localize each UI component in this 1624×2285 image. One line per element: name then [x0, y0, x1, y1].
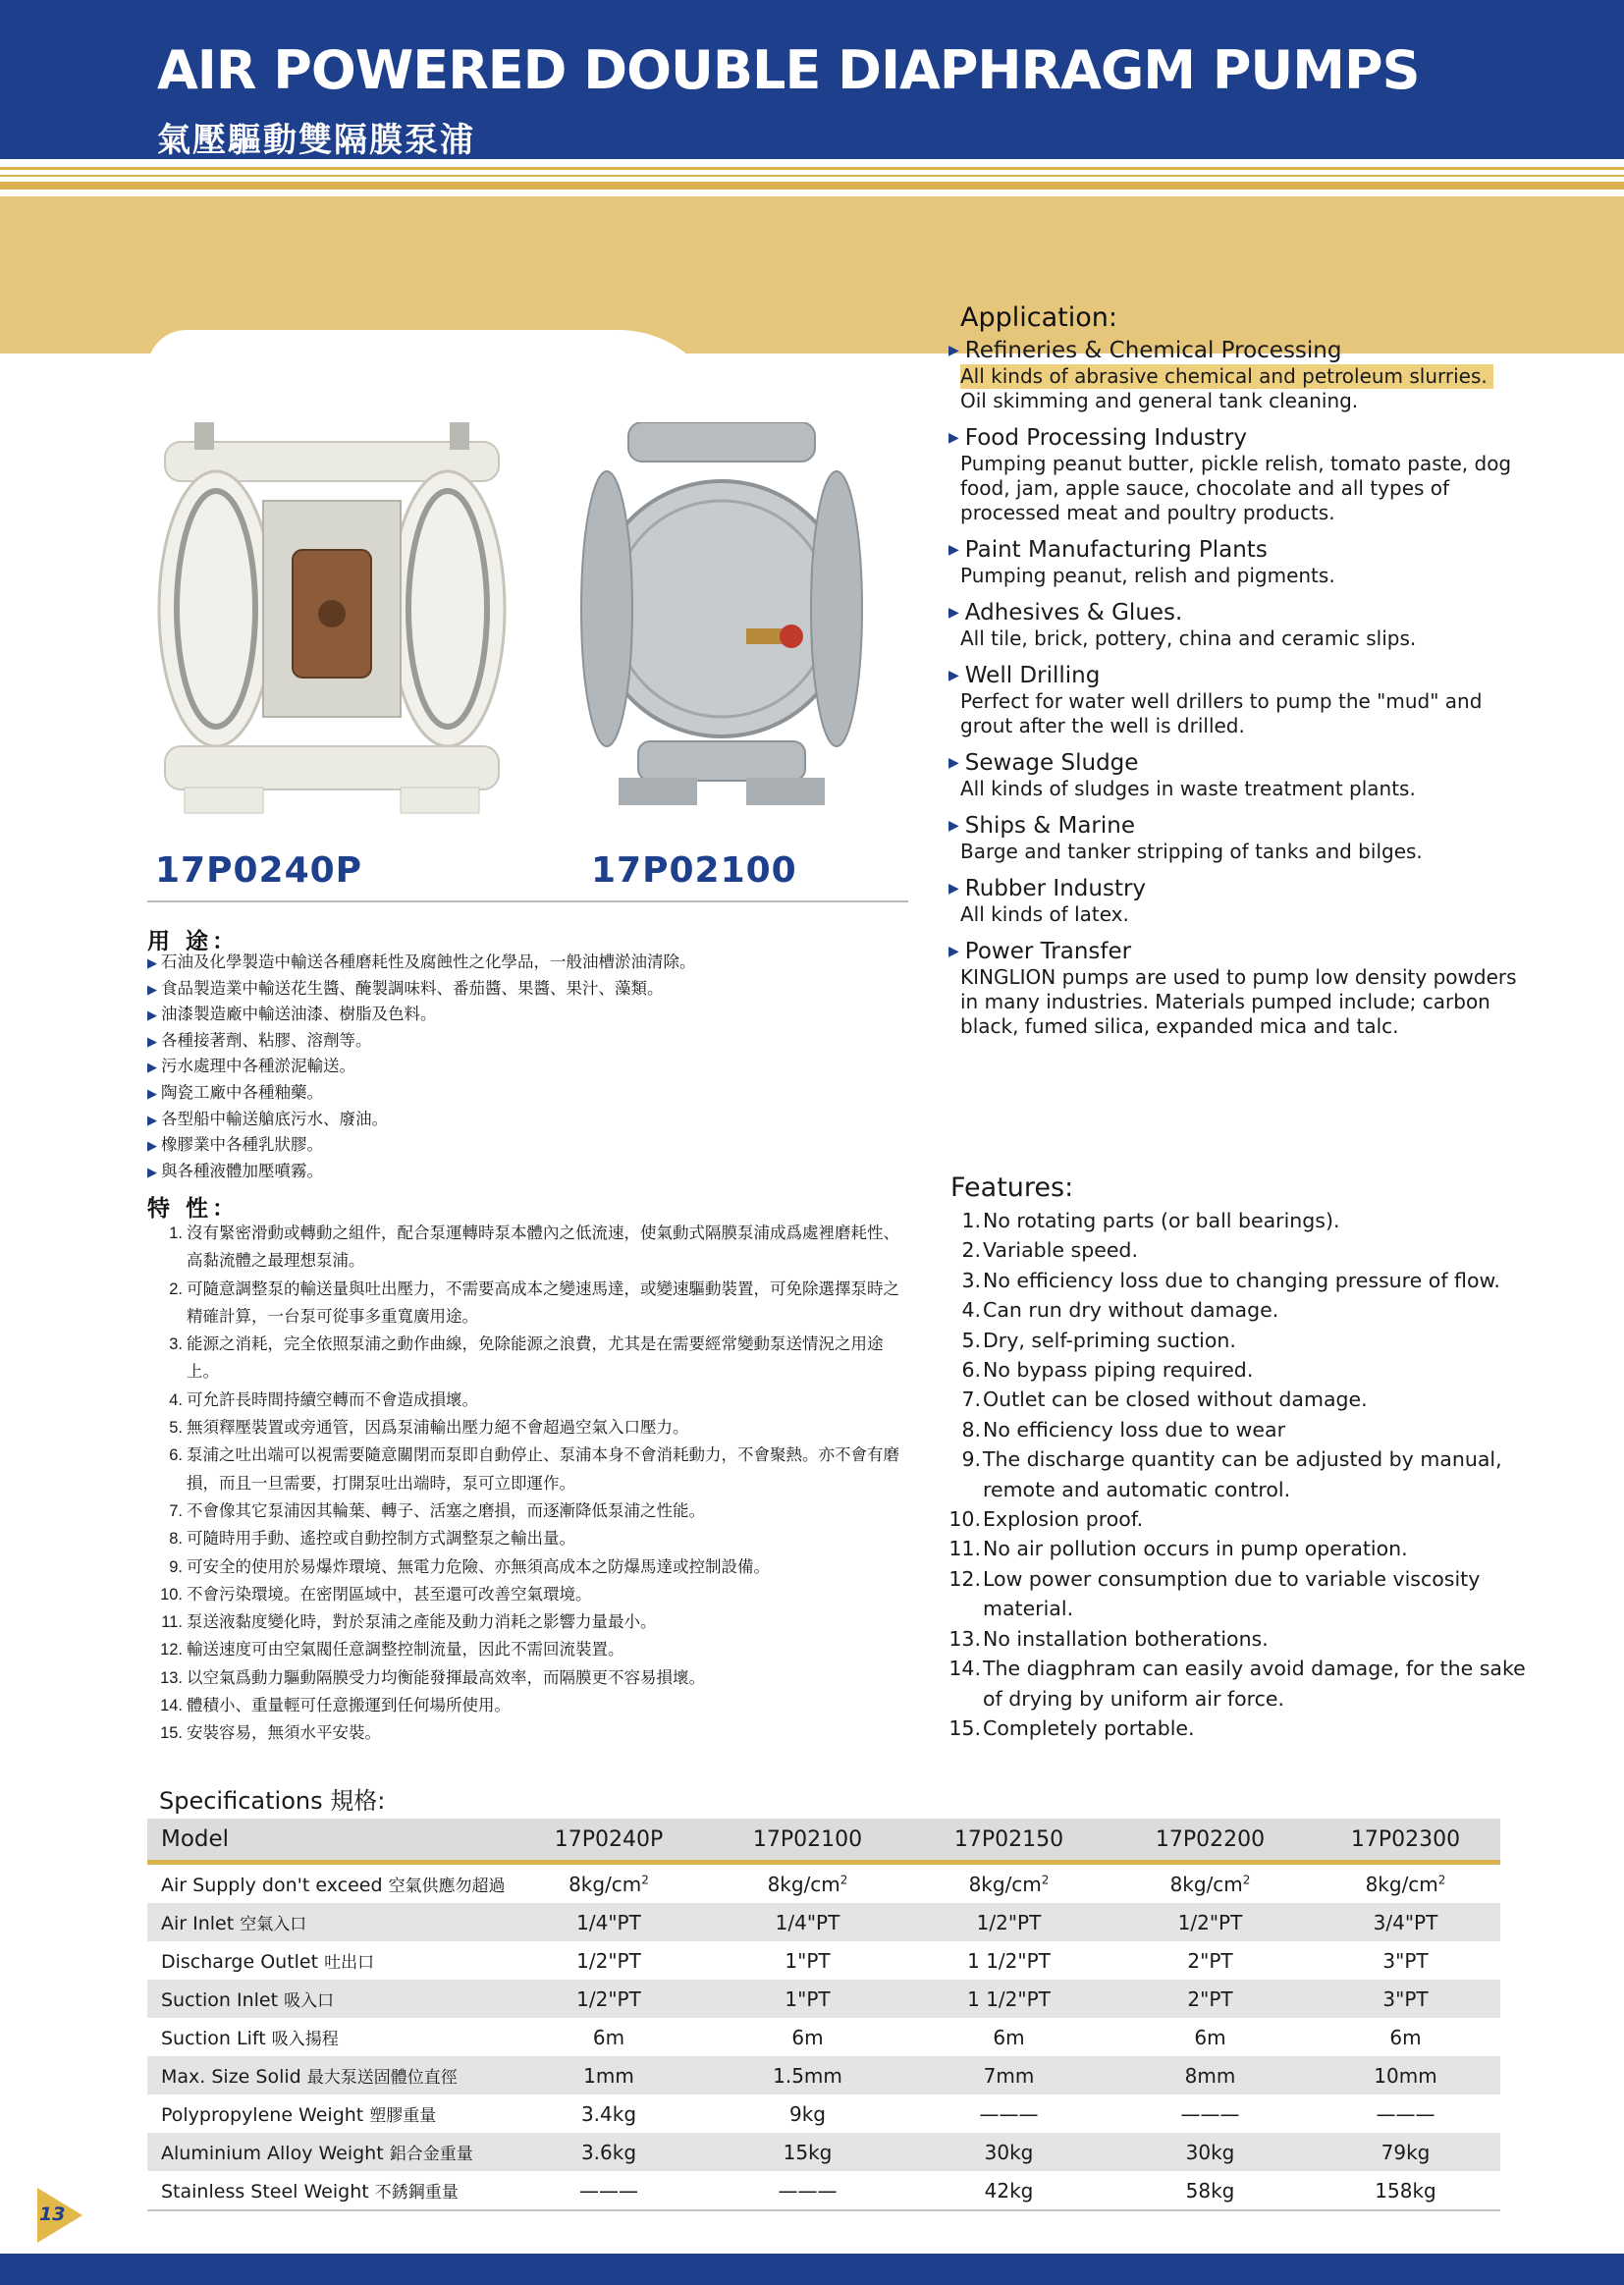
list-item: 14. 體積小、重量輕可任意搬運到任何場所使用。: [160, 1696, 511, 1715]
row-label: Air Supply don't exceed 空氣供應勿超過: [161, 1875, 506, 1896]
bullet-triangle-icon: ▶: [948, 430, 959, 446]
row-label: Max. Size Solid 最大泵送固體位直徑: [147, 2056, 511, 2095]
table-cell: 6m: [592, 2025, 625, 2049]
table-cell: 1.5mm: [707, 2056, 908, 2095]
bullet-triangle-icon: ▶: [948, 542, 959, 558]
list-item: ▶ 污水處理中各種淤泥輸送。: [147, 1057, 355, 1076]
list-item: 3. No efficiency loss due to changing pressure of flow.: [961, 1268, 1500, 1292]
application-item: ▶ Food Processing Industry Pumping peanut butter, pickle relish, tomato paste, dog food, jam, apple sauce, chocolate and all types of processed meat and poultry products.: [948, 425, 1512, 524]
table-cell: 79kg: [1311, 2133, 1500, 2171]
table-cell: 1mm: [511, 2056, 707, 2095]
list-item: 5. Dry, self-priming suction.: [961, 1328, 1236, 1352]
stripe-divider: [0, 182, 1624, 190]
bullet-triangle-icon: ▶: [147, 1061, 157, 1076]
table-cell: 1/2"PT: [511, 1980, 707, 2018]
table-row: [147, 2133, 1500, 2171]
bullet-triangle-icon: ▶: [948, 818, 959, 834]
table-cell: $8kg/cm^2$: [968, 1872, 1050, 1896]
model-label-pump2: 17P02100: [591, 850, 797, 891]
table-cell: 42kg: [908, 2171, 1110, 2210]
row-label: Aluminium Alloy Weight 鋁合金重量: [147, 2133, 511, 2171]
table-cell: 6m: [1389, 2025, 1422, 2049]
list-item: ▶ 與各種液體加壓噴霧。: [147, 1161, 323, 1180]
table-cell: 30kg: [908, 2133, 1110, 2171]
list-item: ▶ 各型船中輸送艙底污水、廢油。: [147, 1109, 388, 1128]
table-cell: 1/2"PT: [908, 1903, 1110, 1941]
features-heading: Features:: [950, 1172, 1074, 1203]
table-cell: 9kg: [788, 2101, 826, 2126]
table-cell: 6m: [1194, 2025, 1226, 2049]
table-cell: 3"PT: [1382, 1948, 1429, 1973]
table-cell: 30kg: [1110, 2133, 1311, 2171]
stripe-divider: [0, 175, 1624, 177]
application-item: ▶ Rubber Industry All kinds of latex.: [948, 876, 1147, 926]
divider: [147, 900, 908, 902]
application-item: ▶ Sewage Sludge All kinds of sludges in waste treatment plants.: [948, 750, 1416, 800]
row-label: Air Inlet 空氣入口: [147, 1903, 511, 1941]
table-cell: 1/4"PT: [707, 1903, 908, 1941]
list-item: ▶ 各種接著劑、粘膠、溶劑等。: [147, 1030, 372, 1050]
row-label: Stainless Steel Weight 不銹鋼重量: [147, 2171, 511, 2210]
page-number: 13: [39, 2203, 66, 2225]
column-header: 17P02150: [908, 1819, 1110, 1863]
table-cell: 1/2"PT: [1110, 1903, 1311, 1941]
column-header: 17P02100: [707, 1819, 908, 1863]
application-item: ▶ Well Drilling Perfect for water well drillers to pump the "mud" and grout after the well is drilled.: [948, 663, 1483, 737]
list-item: 15. 安裝容易，無須水平安裝。: [160, 1723, 381, 1743]
application-item: ▶ Paint Manufacturing Plants Pumping peanut, relish and pigments.: [948, 537, 1335, 587]
specifications-table: [147, 1819, 1500, 2211]
list-item: 9. The discharge quantity can be adjusted by manual, remote and automatic control.: [961, 1447, 1502, 1501]
specifications-heading: Specifications 規格:: [159, 1787, 386, 1815]
list-item: 1. 沒有緊密滑動或轉動之組件，配合泵運轉時泵本體內之低流速，使氣動式隔膜泵浦成爲處裡磨耗性、高黏流體之最理想泵浦。: [169, 1224, 899, 1271]
not-available-dash: ———: [579, 2178, 638, 2203]
table-cell: [1110, 2095, 1311, 2133]
list-item: 5. 無須釋壓裝置或旁通管，因爲泵浦輸出壓力絕不會超過空氣入口壓力。: [169, 1418, 689, 1438]
list-item: ▶ 石油及化學製造中輸送各種磨耗性及腐蝕性之化學品，一般油槽淤油清除。: [147, 952, 696, 971]
table-cell: 3.4kg: [580, 2101, 637, 2126]
features-list: [947, 1206, 1537, 1743]
table-cell: $8kg/cm^2$: [568, 1872, 649, 1896]
page-subtitle-zh: 氣壓驅動雙隔膜泵浦: [157, 121, 475, 160]
table-row: [147, 2095, 1500, 2133]
list-item: 6. 泵浦之吐出端可以視需要隨意關閉而泵即自動停止、泵浦本身不會消耗動力，不會聚熱。亦不會有磨損，而且一旦需要，打開泵吐出端時，泵可立即運作。: [169, 1445, 899, 1493]
list-item: 10. 不會污染環境。在密閉區域中，甚至還可改善空氣環境。: [160, 1584, 592, 1604]
pump-image-17p02100: [560, 422, 884, 815]
table-cell: [511, 2171, 707, 2210]
table-row: [147, 1903, 1500, 1941]
bullet-triangle-icon: ▶: [948, 881, 959, 897]
list-item: 2. Variable speed.: [961, 1238, 1138, 1263]
application-item: ▶ Ships & Marine Barge and tanker stripping of tanks and bilges.: [948, 813, 1423, 863]
bullet-triangle-icon: ▶: [147, 1113, 157, 1128]
list-item: 2. 可隨意調整泵的輸送量與吐出壓力，不需要高成本之變速馬達，或變速驅動裝置，可免除選擇泵時之精確計算，一台泵可從事多重寬廣用途。: [169, 1279, 899, 1326]
list-item: ▶ 橡膠業中各種乳狀膠。: [147, 1135, 323, 1155]
application-heading: Application:: [960, 302, 1117, 333]
list-item: 3. 能源之消耗，完全依照泵浦之動作曲線，免除能源之浪費，尤其是在需要經常變動泵送情況之用途上。: [169, 1334, 884, 1382]
list-item: ▶ 食品製造業中輸送花生醬、醃製調味料、番茄醬、果醬、果汁、藻類。: [147, 978, 664, 998]
row-label: Suction Lift 吸入揚程: [161, 2028, 339, 2049]
not-available-dash: ———: [979, 2101, 1039, 2126]
table-cell: 1 1/2"PT: [967, 1948, 1051, 1973]
uses-list-zh: [147, 951, 903, 1185]
list-item: ▶ 陶瓷工廠中各種釉藥。: [147, 1082, 323, 1102]
list-item: 7. 不會像其它泵浦因其輪葉、轉子、活塞之磨損，而逐漸降低泵浦之性能。: [169, 1500, 705, 1520]
model-label-pump1: 17P0240P: [155, 850, 363, 891]
table-row: [147, 2018, 1500, 2056]
uses-heading-zh: 用 途：: [147, 929, 240, 954]
list-item: 8. 可隨時用手動、遙控或自動控制方式調整泵之輸出量。: [169, 1529, 575, 1549]
bullet-triangle-icon: ▶: [948, 755, 959, 771]
footer-band: [0, 2254, 1624, 2285]
bullet-triangle-icon: ▶: [147, 1086, 157, 1102]
bullet-triangle-icon: ▶: [948, 668, 959, 683]
bullet-triangle-icon: ▶: [147, 956, 157, 971]
table-cell: 15kg: [707, 2133, 908, 2171]
not-available-dash: ———: [1376, 2101, 1435, 2126]
table-cell: [1311, 2095, 1500, 2133]
table-cell: 3/4"PT: [1311, 1903, 1500, 1941]
table-cell: 1"PT: [785, 1948, 831, 1973]
list-item: 14. The diagphram can easily avoid damage, for the sake of drying by uniform air force.: [948, 1657, 1526, 1711]
bullet-triangle-icon: ▶: [147, 982, 157, 998]
application-item: ▶ Refineries & Chemical Processing All kinds of abrasive chemical and petroleum slurries. Oil skimming and general tank cleaning.: [948, 338, 1538, 413]
table-cell: 8mm: [1110, 2056, 1311, 2095]
list-item: 13. 以空氣爲動力驅動隔膜受力均衡能發揮最高效率，而隔膜更不容易損壞。: [160, 1667, 705, 1687]
application-list: [948, 338, 1538, 1051]
list-item: 10. Explosion proof.: [948, 1507, 1144, 1532]
pump-image-17p0240p: [155, 422, 509, 835]
list-item: 13. No installation botherations.: [948, 1626, 1269, 1651]
table-cell: 2"PT: [1187, 1948, 1233, 1973]
table-header-row: [147, 1819, 1500, 1863]
table-cell: 158kg: [1311, 2171, 1500, 2210]
features-heading-zh: 特 性：: [147, 1196, 240, 1222]
table-cell: 1/2"PT: [576, 1948, 641, 1973]
page-title: AIR POWERED DOUBLE DIAPHRAGM PUMPS: [157, 39, 1420, 101]
list-item: 7. Outlet can be closed without damage.: [961, 1387, 1368, 1412]
table-cell: 6m: [791, 2025, 824, 2049]
table-cell: 3"PT: [1311, 1980, 1500, 2018]
table-row: [147, 1941, 1500, 1980]
table-row: [147, 1863, 1500, 1904]
table-cell: 10mm: [1311, 2056, 1500, 2095]
table-cell: 2"PT: [1110, 1980, 1311, 2018]
table-cell: $8kg/cm^2$: [1169, 1872, 1251, 1896]
table-cell: [908, 2095, 1110, 2133]
bullet-triangle-icon: ▶: [147, 1008, 157, 1024]
list-item: 9. 可安全的使用於易爆炸環境、無電力危險、亦無須高成本之防爆馬達或控制設備。: [169, 1556, 770, 1576]
table-cell: $8kg/cm^2$: [1365, 1872, 1446, 1896]
list-item: 11. No air pollution occurs in pump operation.: [948, 1537, 1408, 1561]
list-item: 8. No efficiency loss due to wear: [961, 1417, 1286, 1442]
bullet-triangle-icon: ▶: [147, 1139, 157, 1155]
bullet-triangle-icon: ▶: [147, 1034, 157, 1050]
list-item: 12. 輸送速度可由空氣閥任意調整控制流量，因此不需回流裝置。: [160, 1640, 624, 1659]
column-header: 17P02300: [1311, 1819, 1500, 1863]
features-list-zh: [157, 1220, 913, 1748]
bullet-triangle-icon: ▶: [948, 605, 959, 621]
bullet-triangle-icon: ▶: [147, 1165, 157, 1180]
highlighted-text: All kinds of abrasive chemical and petroleum slurries.: [960, 364, 1493, 389]
column-header: 17P02200: [1110, 1819, 1311, 1863]
list-item: 11. 泵送液黏度變化時，對於泵浦之產能及動力消耗之影響力量最小。: [161, 1612, 657, 1632]
row-label: Suction Inlet 吸入口: [147, 1980, 511, 2018]
table-cell: [707, 2171, 908, 2210]
table-cell: 7mm: [908, 2056, 1110, 2095]
list-item: 4. 可允許長時間持續空轉而不會造成損壞。: [169, 1389, 478, 1409]
row-label: Polypropylene Weight 塑膠重量: [161, 2104, 437, 2126]
list-item: 1. No rotating parts (or ball bearings).: [961, 1209, 1340, 1232]
table-cell: 58kg: [1110, 2171, 1311, 2210]
stripe-divider: [0, 167, 1624, 170]
table-cell: 1"PT: [707, 1980, 908, 2018]
list-item: 12. Low power consumption due to variable viscosity material.: [948, 1566, 1481, 1621]
table-row: [147, 2171, 1500, 2210]
table-row: [147, 2056, 1500, 2095]
table-cell: 1/4"PT: [511, 1903, 707, 1941]
column-header: 17P0240P: [511, 1819, 707, 1863]
row-label: Discharge Outlet 吐出口: [161, 1951, 375, 1973]
bullet-triangle-icon: ▶: [948, 343, 959, 358]
list-item: ▶ 油漆製造廠中輸送油漆、樹脂及色料。: [147, 1005, 437, 1024]
application-item: ▶ Power Transfer KINGLION pumps are used to pump low density powders in many industries. Materials pumped include; carbon black, fumed silica, expanded mica and talc.: [948, 939, 1517, 1038]
list-item: 6. No bypass piping required.: [961, 1358, 1254, 1383]
table-cell: 1 1/2"PT: [908, 1980, 1110, 2018]
bullet-triangle-icon: ▶: [948, 944, 959, 959]
table-cell: $8kg/cm^2$: [767, 1872, 848, 1896]
column-header: Model: [147, 1819, 511, 1863]
list-item: 4. Can run dry without damage.: [961, 1298, 1279, 1323]
table-cell: 3.6kg: [511, 2133, 707, 2171]
application-item: ▶ Adhesives & Glues. All tile, brick, pottery, china and ceramic slips.: [948, 600, 1417, 650]
table-row: [147, 1980, 1500, 2018]
list-item: 15. Completely portable.: [948, 1715, 1195, 1740]
not-available-dash: ———: [778, 2178, 838, 2203]
table-cell: 6m: [993, 2025, 1025, 2049]
not-available-dash: ———: [1180, 2101, 1240, 2126]
